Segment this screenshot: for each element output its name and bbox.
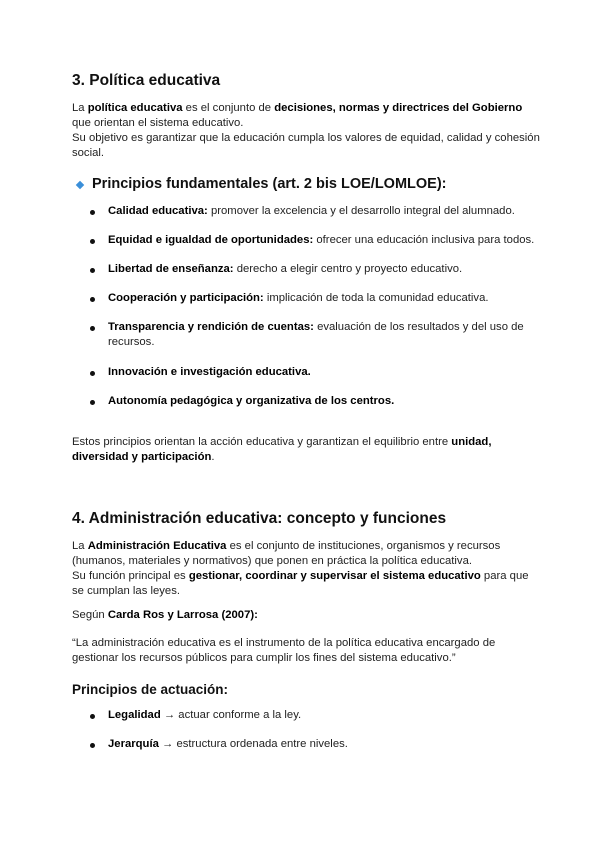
bullet-icon [90, 714, 95, 719]
list-item: Jerarquía → estructura ordenada entre niveles. [108, 738, 348, 750]
list-item: Innovación e investigación educativa. [108, 366, 311, 378]
list-item: Legalidad → actuar conforme a la ley. [108, 709, 302, 721]
section-3-closing: Estos principios orientan la acción educativa y garantizan el equilibrio entre unidad, diversidad y participación. [72, 436, 492, 463]
bullet-icon [90, 268, 95, 273]
bullet-icon [90, 239, 95, 244]
bullet-icon [90, 371, 95, 376]
section-4-title: 4. Administración educativa: concepto y funciones [72, 510, 447, 527]
actuacion-heading: Principios de actuación: [72, 682, 229, 697]
section-4-intro: La Administración Educativa es el conjunto de instituciones, organismos y recursos (humanos, materiales y normativos) que ponen en práctica la política educativa. Su función principal es gestionar, coordinar y supervisar el sistema educativo para que se cumplan las leyes. [72, 540, 529, 597]
list-item: Equidad e igualdad de oportunidades: ofrecer una educación inclusiva para todos. [108, 234, 535, 246]
section-3-objective: Su objetivo es garantizar que la educación cumpla los valores de equidad, calidad y cohesión social. [72, 132, 540, 159]
section-3-title: 3. Política educativa [72, 72, 221, 89]
section-3-intro: La política educativa es el conjunto de decisiones, normas y directrices del Gobierno que orientan el sistema educativo. Su objetivo es garantizar que la educación cumpla los valores de equidad, calidad y cohesión social. [72, 102, 540, 159]
list-item: Libertad de enseñanza: derecho a elegir centro y proyecto educativo. [108, 263, 463, 275]
principles-heading: Principios fundamentales (art. 2 bis LOE/LOMLOE): [92, 176, 447, 192]
bullet-icon [90, 400, 95, 405]
citation-line: Según Carda Ros y Larrosa (2007): [72, 609, 258, 621]
bullet-icon [90, 297, 95, 302]
bullet-icon [90, 326, 95, 331]
list-item: Autonomía pedagógica y organizativa de los centros. [108, 395, 395, 407]
diamond-bullet-icon [76, 181, 84, 189]
quote-text: “La administración educativa es el instrumento de la política educativa encargado de gestionar los recursos públicos para cumplir los fines del sistema educativo.” [72, 637, 496, 664]
bullet-icon [90, 210, 95, 215]
bullet-icon [90, 743, 95, 748]
list-item: Transparencia y rendición de cuentas: evaluación de los resultados y del uso de recursos. [108, 321, 524, 348]
list-item: Cooperación y participación: implicación de toda la comunidad educativa. [108, 292, 489, 304]
list-item: Calidad educativa: promover la excelencia y el desarrollo integral del alumnado. [108, 205, 515, 217]
